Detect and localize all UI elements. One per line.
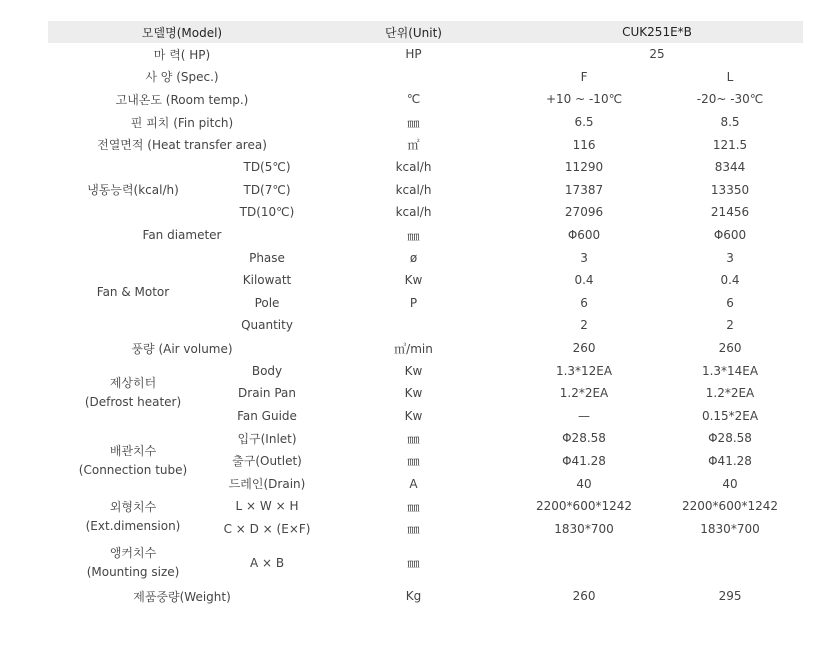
row-unit: P [409,295,418,310]
table-row [48,66,803,89]
value-l: 2 [726,318,734,333]
group-label-connection [48,427,218,495]
row-label: Fan diameter [142,228,222,243]
row-unit: ㎥/min [394,341,433,356]
value-f: 6 [580,295,588,310]
value-l: 295 [718,589,742,604]
value-f: 2200*600*1242 [536,499,632,514]
row-unit: Kg [405,589,422,604]
value-l: 1.3*14EA [701,363,759,378]
row-unit: ㎜ [407,228,420,243]
row-unit: ㎡ [407,138,420,153]
table-row [48,585,803,607]
row-unit: ø [409,250,418,265]
table-row [48,111,803,134]
group-label-ko: 제상히터 [109,376,157,391]
row-unit: ℃ [406,92,421,107]
value-l: 3 [726,250,734,265]
table-row [48,359,803,382]
value-f: 116 [572,137,596,152]
row-unit: HP [405,47,422,62]
row-unit: ㎜ [407,556,420,571]
row-unit: Kw [404,386,423,401]
row-unit: Kw [404,408,423,423]
value-l: L [726,69,734,84]
value-l: 6 [726,295,734,310]
row-unit: ㎜ [407,499,420,514]
sub-label: 출구(Outlet) [232,454,302,469]
spec-table [48,21,803,607]
row-label: 제품중량(Weight) [133,589,231,604]
group-label-ko: 앵커치수 [109,545,157,560]
value-l: Φ600 [713,228,747,243]
table-row [48,427,803,450]
row-label: 풍량 (Air volume) [131,341,233,356]
row-unit: ㎜ [407,115,420,130]
sub-label: C × D × (E×F) [223,521,311,536]
value-f: 260 [572,589,596,604]
value-l: 8344 [714,160,746,175]
value-f: 11290 [564,160,604,175]
sub-label: Body [251,363,283,378]
sub-label: Kilowatt [242,273,292,288]
row-unit [316,66,511,89]
value-f: 1.3*12EA [555,363,613,378]
value-l: 1.2*2EA [705,386,755,401]
sub-label: TD(10℃) [239,205,295,220]
value-f: Φ41.28 [562,453,606,468]
group-label-en: (Ext.dimension) [85,519,181,534]
value-l: 260 [718,341,742,356]
value-l: Φ28.58 [708,431,752,446]
value-f: 3 [580,250,588,265]
row-label: 마 력( HP) [153,47,211,62]
value-f: +10 ~ -10℃ [545,92,623,107]
row-unit: kcal/h [395,182,432,197]
value-l: -20~ -30℃ [696,92,764,107]
sub-label: A × B [249,555,285,570]
row-value: 25 [649,47,665,62]
value-l: 21456 [710,205,750,220]
group-label-mounting [48,540,218,585]
value-l: 0.4 [720,273,740,288]
row-unit [316,314,511,337]
value-f: Φ600 [567,228,601,243]
value-f: 2 [580,318,588,333]
value-l: 8.5 [720,115,740,130]
value-l: 121.5 [712,137,748,152]
table-row [48,43,803,66]
value-f: 27096 [564,205,604,220]
value-l: Φ41.28 [708,453,752,468]
sub-label: Pole [254,295,280,310]
group-label-ext-dimension [48,495,218,540]
sub-label: Drain Pan [238,386,296,401]
table-row [48,133,803,156]
row-label: 고내온도 (Room temp.) [115,92,249,107]
sub-label: 드레인(Drain) [228,477,306,492]
sub-label: TD(5℃) [243,160,291,175]
group-label-defrost [48,359,218,427]
value-l: 0.15*2EA [701,408,759,423]
group-label-ko: 배관치수 [109,443,157,458]
value-f: 6.5 [574,115,594,130]
value-l: 2200*600*1242 [682,499,778,514]
value-l: 13350 [710,182,750,197]
row-label: 사 양 (Spec.) [145,70,219,85]
value-f: 40 [576,476,592,491]
sub-label: 입구(Inlet) [237,431,297,446]
value-f: 1.2*2EA [559,386,609,401]
header-model: 모델명(Model) [141,25,223,40]
value-f: 1830*700 [554,521,614,536]
value-f: 260 [572,341,596,356]
row-unit: kcal/h [395,160,432,175]
row-unit: A [409,476,418,491]
header-unit: 단위(Unit) [385,25,442,40]
header-row [48,21,803,43]
sub-label: L × W × H [235,499,299,514]
row-unit: ㎜ [407,522,420,537]
row-unit: Kw [404,363,423,378]
row-unit: Kw [404,273,423,288]
table-row [48,337,803,360]
row-unit: ㎜ [407,431,420,446]
value-f: F [580,69,588,84]
row-label: 핀 피치 (Fin pitch) [130,115,234,130]
value-f [511,540,657,585]
value-l [657,540,803,585]
table-row [48,495,803,518]
value-f: — [578,408,591,423]
value-f: Φ28.58 [562,431,606,446]
row-unit: kcal/h [395,205,432,220]
value-f: 17387 [564,182,604,197]
value-l: 40 [722,476,738,491]
value-l: 1830*700 [700,521,760,536]
sub-label: TD(7℃) [243,182,291,197]
sub-label: Quantity [241,318,293,333]
table-row [48,156,803,179]
header-product: CUK251E*B [622,25,692,39]
group-label-fan-motor: Fan & Motor [96,284,170,299]
sub-label: Fan Guide [237,408,297,423]
group-label-ko: 외형치수 [109,500,157,515]
table-row [48,246,803,269]
group-label-en: (Connection tube) [78,462,188,477]
group-label-capacity: 냉동능력(kcal/h) [87,183,179,198]
table-row [48,88,803,111]
table-row [48,224,803,247]
sub-label: Phase [249,250,285,265]
value-f: 0.4 [574,273,594,288]
row-label: 전열면적 (Heat transfer area) [97,138,267,153]
group-label-en: (Defrost heater) [84,395,182,410]
row-unit: ㎜ [407,454,420,469]
table-row [48,540,803,585]
group-label-en: (Mounting size) [86,564,180,579]
